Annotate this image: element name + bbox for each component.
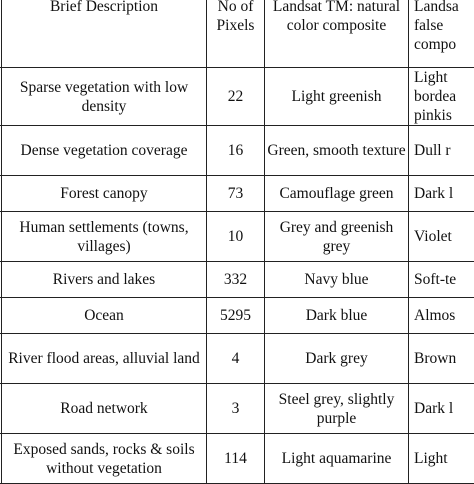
row-description: Exposed sands, rocks & soils without vegetation: [2, 434, 207, 484]
row-pixel-count: 332: [207, 262, 265, 298]
table-row: [0, 176, 474, 212]
header-natural-color-composite: Landsat TM: natural color composite: [265, 0, 409, 68]
table-row: [0, 298, 474, 334]
row-description: Sparse vegetation with low density: [2, 68, 207, 126]
row-false-color-line: bordea: [414, 87, 474, 106]
row-natural-color: Dark grey: [265, 334, 409, 384]
row-description: Dense vegetation coverage: [2, 126, 207, 176]
row-natural-color: Camouflage green: [265, 176, 409, 212]
row-false-color-line: Dark l: [414, 184, 474, 203]
table-row: [0, 434, 474, 484]
row-false-color-line: pinkis: [414, 106, 474, 125]
row-false-color-line: Dark l: [414, 399, 474, 418]
row-false-color: [409, 334, 474, 384]
row-pixel-count: 4: [207, 334, 265, 384]
row-natural-color: Green, smooth texture: [265, 126, 409, 176]
table-row: [0, 126, 474, 176]
row-false-color: [409, 176, 474, 212]
row-pixel-count: 22: [207, 68, 265, 126]
row-natural-color: Grey and greenish grey: [265, 212, 409, 262]
row-pixel-count: 73: [207, 176, 265, 212]
row-pixel-count: 10: [207, 212, 265, 262]
row-description: Ocean: [2, 298, 207, 334]
row-false-color: [409, 434, 474, 484]
row-false-color: [409, 262, 474, 298]
table-row: [0, 262, 474, 298]
header-false-line: Landsa: [414, 0, 474, 16]
row-pixel-count: 3: [207, 384, 265, 434]
row-natural-color: Light aquamarine: [265, 434, 409, 484]
row-description: Forest canopy: [2, 176, 207, 212]
row-description: Human settlements (towns, villages): [2, 212, 207, 262]
table-row: [0, 68, 474, 126]
row-false-color: [409, 212, 474, 262]
row-description: Road network: [2, 384, 207, 434]
row-pixel-count: 114: [207, 434, 265, 484]
row-false-color-line: Dull r: [414, 141, 474, 160]
row-false-color-line: Light: [414, 449, 474, 468]
row-false-color: [409, 384, 474, 434]
header-no-of-pixels: No of Pixels: [207, 0, 265, 68]
table-header-row: [0, 0, 474, 68]
row-false-color-line: Almos: [414, 306, 474, 325]
row-natural-color: Light greenish: [265, 68, 409, 126]
row-pixel-count: 16: [207, 126, 265, 176]
header-false-line: false: [414, 16, 474, 35]
row-pixel-count: 5295: [207, 298, 265, 334]
row-description: Rivers and lakes: [2, 262, 207, 298]
row-false-color: [409, 298, 474, 334]
row-false-color-line: Soft-te: [414, 270, 474, 289]
table-row: [0, 212, 474, 262]
row-description: River flood areas, alluvial land: [2, 334, 207, 384]
row-false-color: [409, 68, 474, 126]
row-natural-color: Dark blue: [265, 298, 409, 334]
header-false-line: compo: [414, 35, 474, 54]
row-false-color-line: Brown: [414, 349, 474, 368]
row-natural-color: Navy blue: [265, 262, 409, 298]
header-false-color-composite: [409, 0, 474, 68]
table-row: [0, 384, 474, 434]
table-row: [0, 334, 474, 384]
row-false-color-line: Violet: [414, 227, 474, 246]
row-false-color: [409, 126, 474, 176]
row-natural-color: Steel grey, slightly purple: [265, 384, 409, 434]
row-false-color-line: Light: [414, 68, 474, 87]
header-brief-description: Brief Description: [2, 0, 207, 68]
